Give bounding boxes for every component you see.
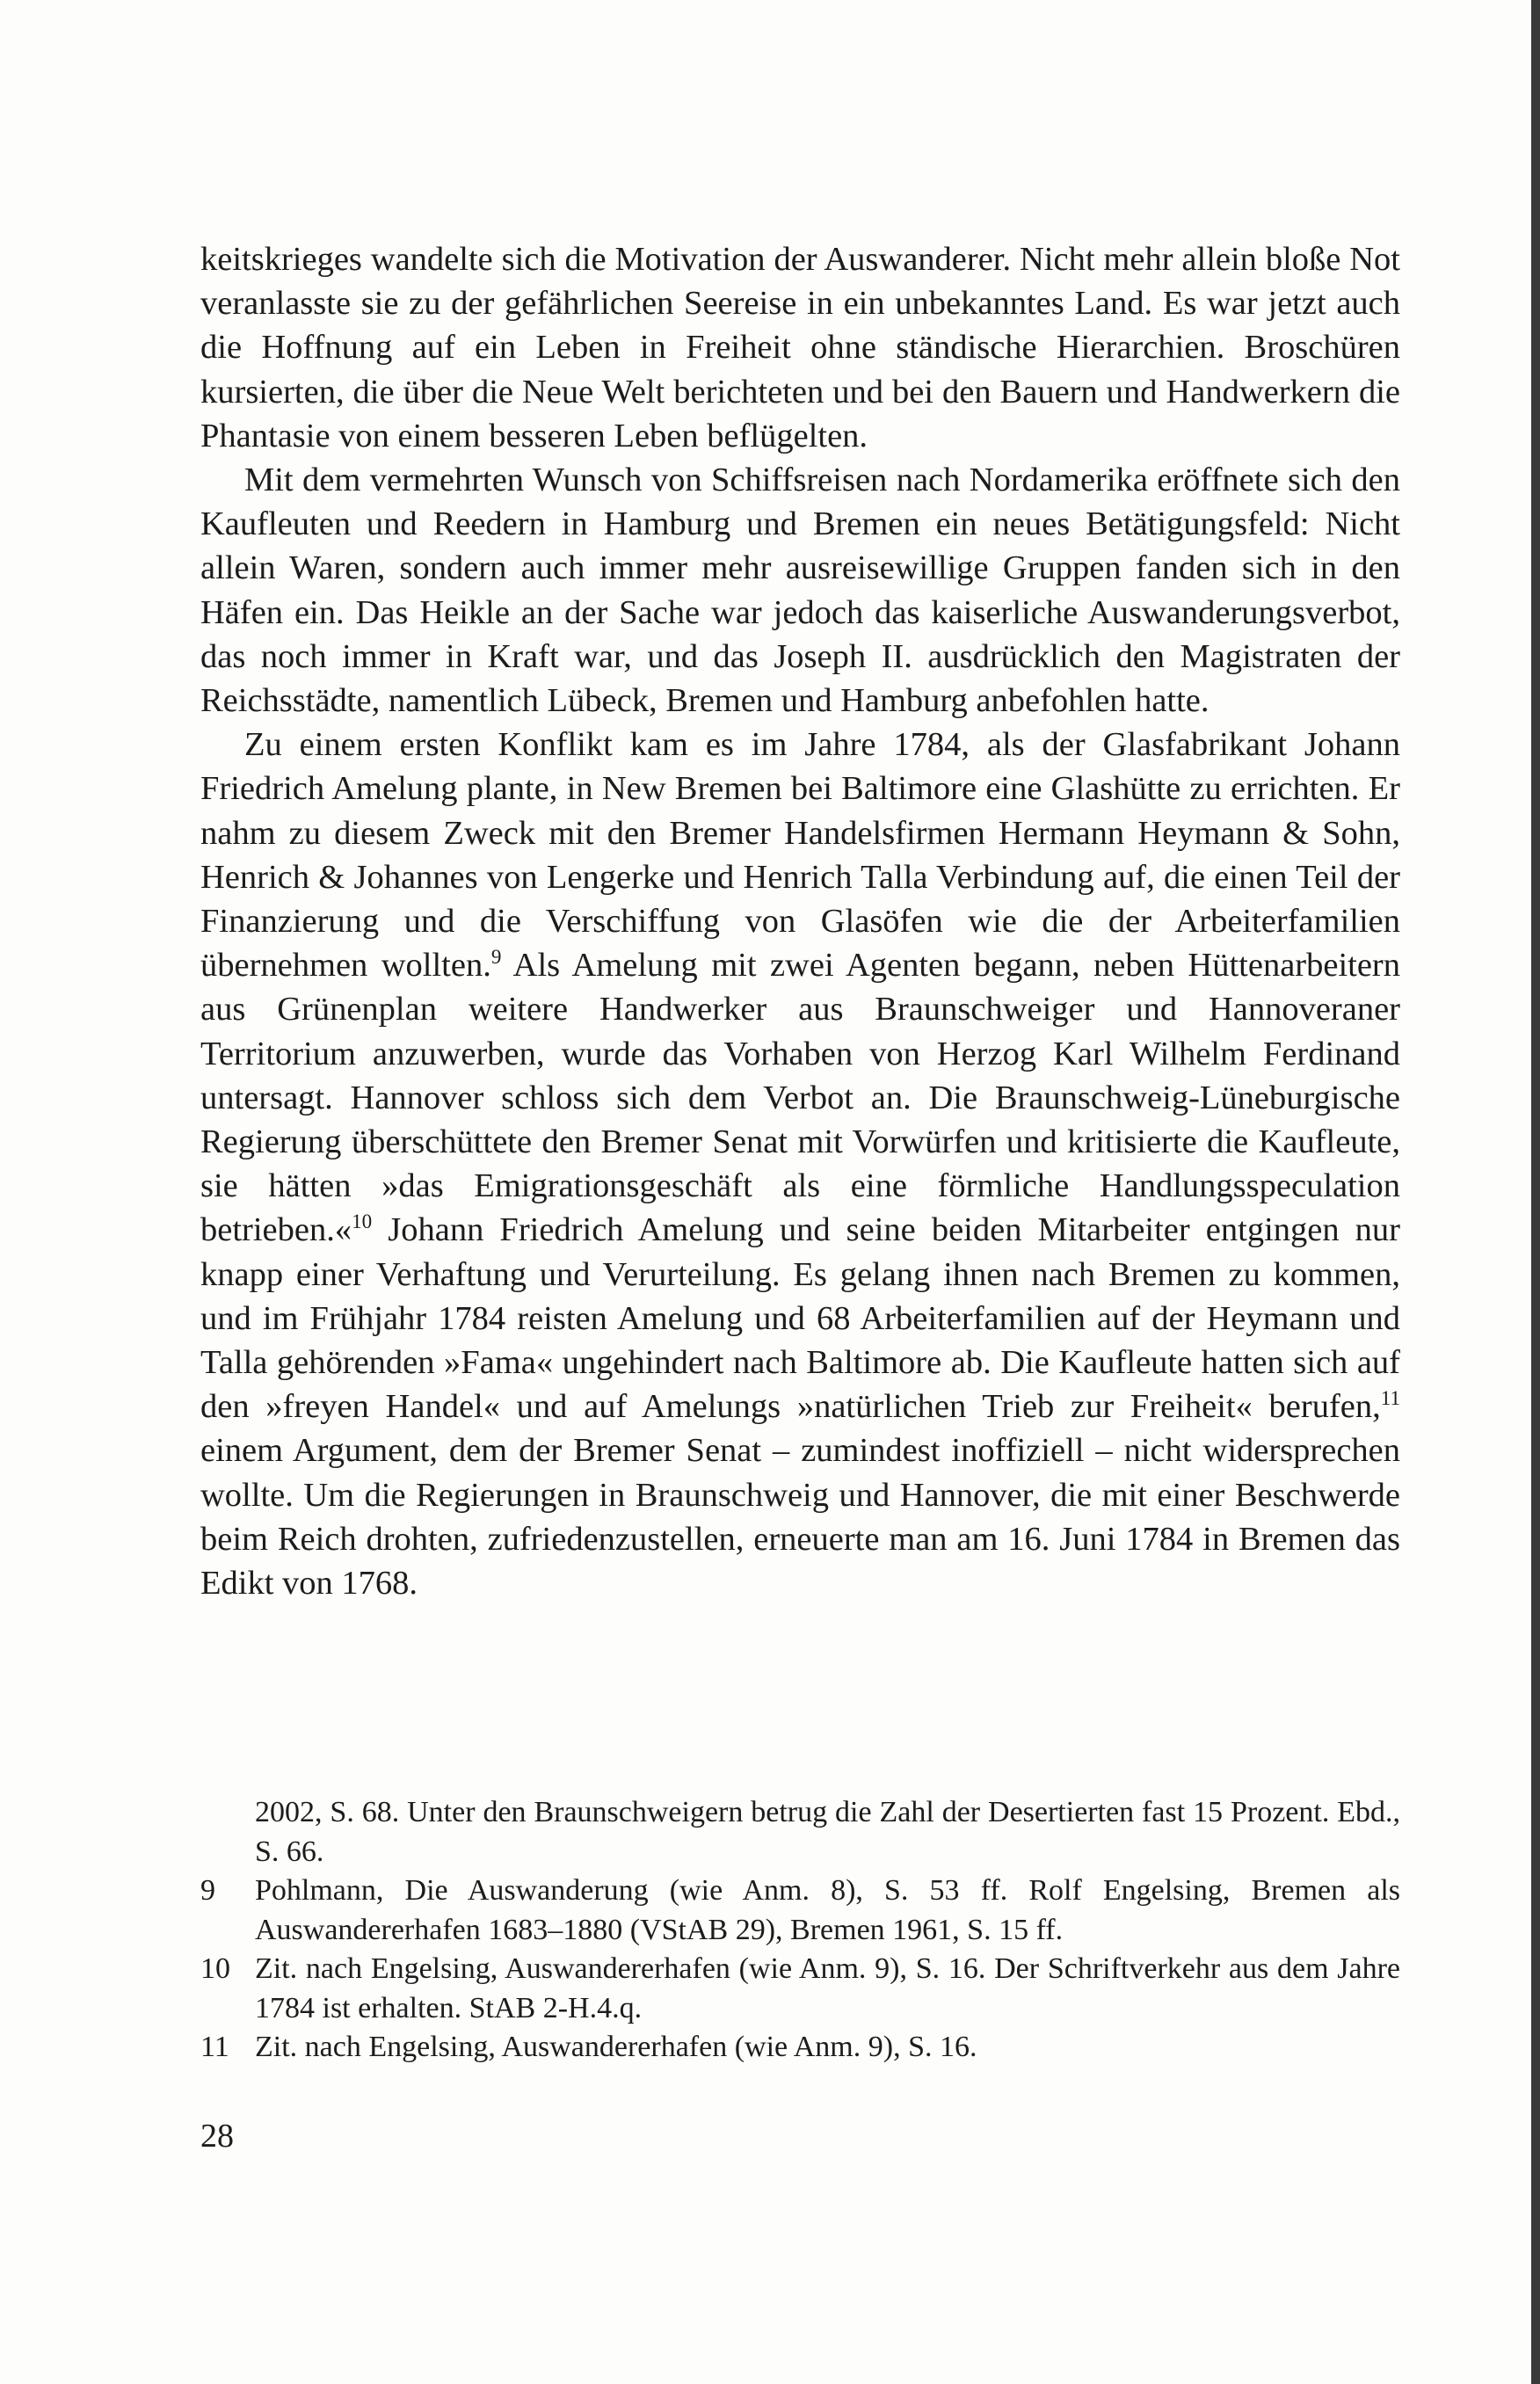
paragraph-1: keitskrieges wandelte sich die Motivation der Auswanderer. Nicht mehr allein bloße Not veranlasste sie zu der gefährlichen Seereise in ein unbekanntes Land. Es war jetzt auch die Hoffnung auf ein Leben in Freiheit ohne ständische Hierarchien. Broschüren kursierten, die über die Neue Welt berichteten und bei den Bauern und Handwerkern die Phantasie von einem besseren Leben beflügelten. (200, 241, 1400, 454)
footnote-continuation (200, 1793, 1400, 1872)
footnotes (200, 1793, 1400, 2068)
paragraph-3-part-c: Johann Friedrich Amelung und seine beiden Mitarbeiter entgingen nur knapp einer Verhaftung und Verurteilung. Es gelang ihnen nach Bremen zu kommen, und im Frühjahr 1784 reisten Amelung und 68 Arbeiterfamilien auf der Heymann und Talla gehörenden »Fama« ungehindert nach Baltimore ab. Die Kaufleute hatten sich auf den »freyen Handel« und auf Amelungs »natürlichen Trieb zur Freiheit« berufen, (200, 1211, 1400, 1426)
footnote-ref-11: 11 (1380, 1386, 1400, 1410)
body-text (200, 237, 1400, 1605)
page-number: 28 (200, 2118, 234, 2155)
paragraph-3-part-b: Als Amelung mit zwei Agenten begann, neben Hüttenarbeitern aus Grünenplan weitere Handwerker aus Braunschweiger und Hannoveraner Territorium anzuwerben, wurde das Vorhaben von Herzog Karl Wilhelm Ferdinand untersagt. Hannover schloss sich dem Verbot an. Die Braunschweig-Lüneburgische Regierung überschüttete den Bremer Senat mit Vorwürfen und kritisierte die Kaufleute, sie hätten »das Emigrationsgeschäft als eine förmliche Handlungsspeculation betrieben.« (200, 947, 1400, 1249)
footnote-11 (200, 2028, 1400, 2068)
paragraph-3-part-a: Zu einem ersten Konflikt kam es im Jahre 1784, als der Glasfabrikant Johann Friedrich Amelung plante, in New Bremen bei Baltimore eine Glashütte zu errichten. Er nahm zu diesem Zweck mit den Bremer Handelsfirmen Hermann Heymann & Sohn, Henrich & Johannes von Lengerke und Henrich Talla Verbindung auf, die einen Teil der Finanzierung und die Verschiffung von Glasöfen wie die der Arbeiterfamilien übernehmen wollten. (200, 726, 1400, 985)
footnote-text: Zit. nach Engelsing, Auswandererhafen (wie Anm. 9), S. 16. Der Schriftverkehr aus dem Jahre 1784 ist erhalten. StAB 2-H.4.q. (255, 1952, 1400, 2024)
footnote-number: 11 (200, 2031, 229, 2063)
paragraph-2: Mit dem vermehrten Wunsch von Schiffsreisen nach Nordamerika eröffnete sich den Kaufleuten und Reedern in Hamburg und Bremen ein neues Betätigungsfeld: Nicht allein Waren, sondern auch immer mehr ausreisewillige Gruppen fanden sich in den Häfen ein. Das Heikle an der Sache war jedoch das kaiserliche Auswanderungsverbot, das noch immer in Kraft war, und das Joseph II. ausdrücklich den Magistraten der Reichsstädte, namentlich Lübeck, Bremen und Hamburg anbefohlen hatte. (200, 462, 1400, 720)
footnote-9 (200, 1872, 1400, 1950)
paragraph-3-part-d: einem Argument, dem der Bremer Senat – zumindest inoffiziell – nicht widersprechen wollte. Um die Regierungen in Braunschweig und Hannover, die mit einer Beschwerde beim Reich drohten, zufriedenzustellen, erneuerte man am 16. Juni 1784 in Bremen das Edikt von 1768. (200, 1432, 1400, 1603)
footnote-number: 10 (200, 1952, 230, 1985)
footnote-text: Zit. nach Engelsing, Auswandererhafen (wie Anm. 9), S. 16. (255, 2031, 977, 2063)
footnote-number: 9 (200, 1874, 215, 1907)
footnote-ref-9: 9 (490, 945, 502, 969)
footnote-text: Pohlmann, Die Auswanderung (wie Anm. 8), S. 53 ff. Rolf Engelsing, Bremen als Auswandererhafen 1683–1880 (VStAB 29), Bremen 1961, S. 15 ff. (255, 1874, 1400, 1946)
page-edge-shadow (1531, 0, 1540, 2384)
paragraph-3 (200, 723, 1400, 1605)
footnote-ref-10: 10 (352, 1210, 373, 1233)
footnote-continuation-text: 2002, S. 68. Unter den Braunschweigern betrug die Zahl der Desertierten fast 15 Prozent. Ebd., S. 66. (255, 1796, 1400, 1868)
footnote-10 (200, 1950, 1400, 2028)
